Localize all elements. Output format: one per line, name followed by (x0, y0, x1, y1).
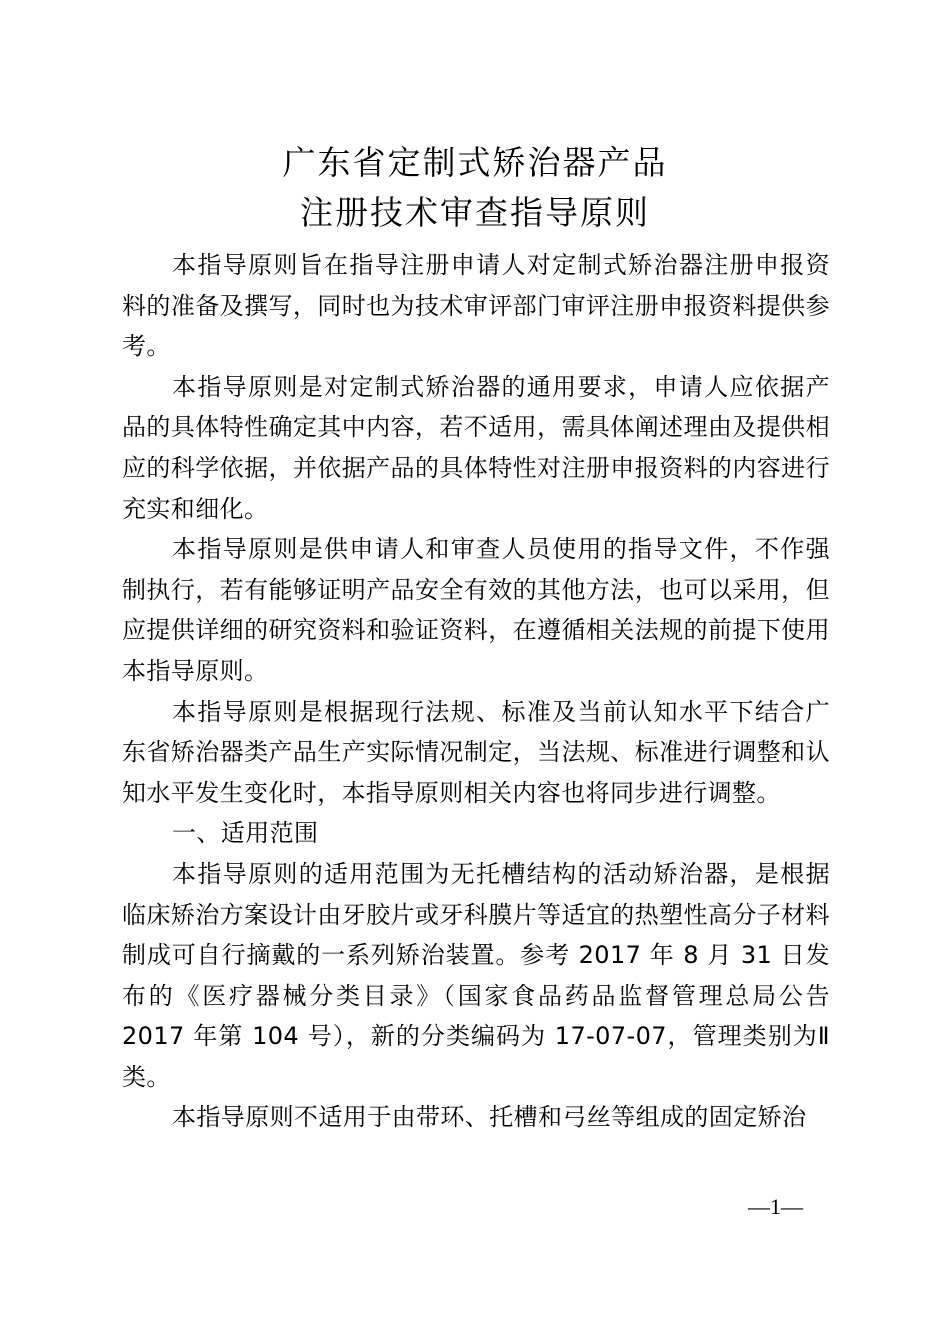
document-title-line-2: 注册技术审查指导原则 (300, 193, 650, 232)
paragraph-general-requirements: 本指导原则是对定制式矫治器的通用要求，申请人应依据产品的具体特性确定其中内容，若不适用，需具体阐述理由及提供相应的科学依据，并依据产品的具体特性对注册申报资料的内容进行充实和细化。 (122, 372, 830, 523)
document-title-line-1: 广东省定制式矫治器产品 (282, 143, 668, 182)
document-body (122, 245, 830, 1138)
paragraph-exclusion: 本指导原则不适用于由带环、托槽和弓丝等组成的固定矫治 (172, 1103, 807, 1132)
section-heading-scope: 一、适用范围 (172, 819, 319, 848)
paragraph-purpose: 本指导原则旨在指导注册申请人对定制式矫治器注册申报资料的准备及撰写，同时也为技术审评部门审评注册申报资料提供参考。 (122, 251, 830, 361)
paragraph-scope: 本指导原则的适用范围为无托槽结构的活动矫治器，是根据临床矫治方案设计由牙胶片或牙科膜片等适宜的热塑性高分子材料制成可自行摘戴的一系列矫治装置。参考 2017 年 8 月 31 日发布的《医疗器械分类目录》（国家食品药品监督管理总局公告 2017 年第 104 号），新的分类编码为 17-07-07，管理类别为Ⅱ类。 (122, 859, 830, 1091)
page-number: —1— (748, 1194, 803, 1219)
paragraph-basis: 本指导原则是根据现行法规、标准及当前认知水平下结合广东省矫治器类产品生产实际情况制定，当法规、标准进行调整和认知水平发生变化时，本指导原则相关内容也将同步进行调整。 (122, 697, 830, 807)
paragraph-guidance-nature: 本指导原则是供申请人和审查人员使用的指导文件，不作强制执行，若有能够证明产品安全有效的其他方法，也可以采用，但应提供详细的研究资料和验证资料，在遵循相关法规的前提下使用本指导原则。 (122, 535, 830, 685)
